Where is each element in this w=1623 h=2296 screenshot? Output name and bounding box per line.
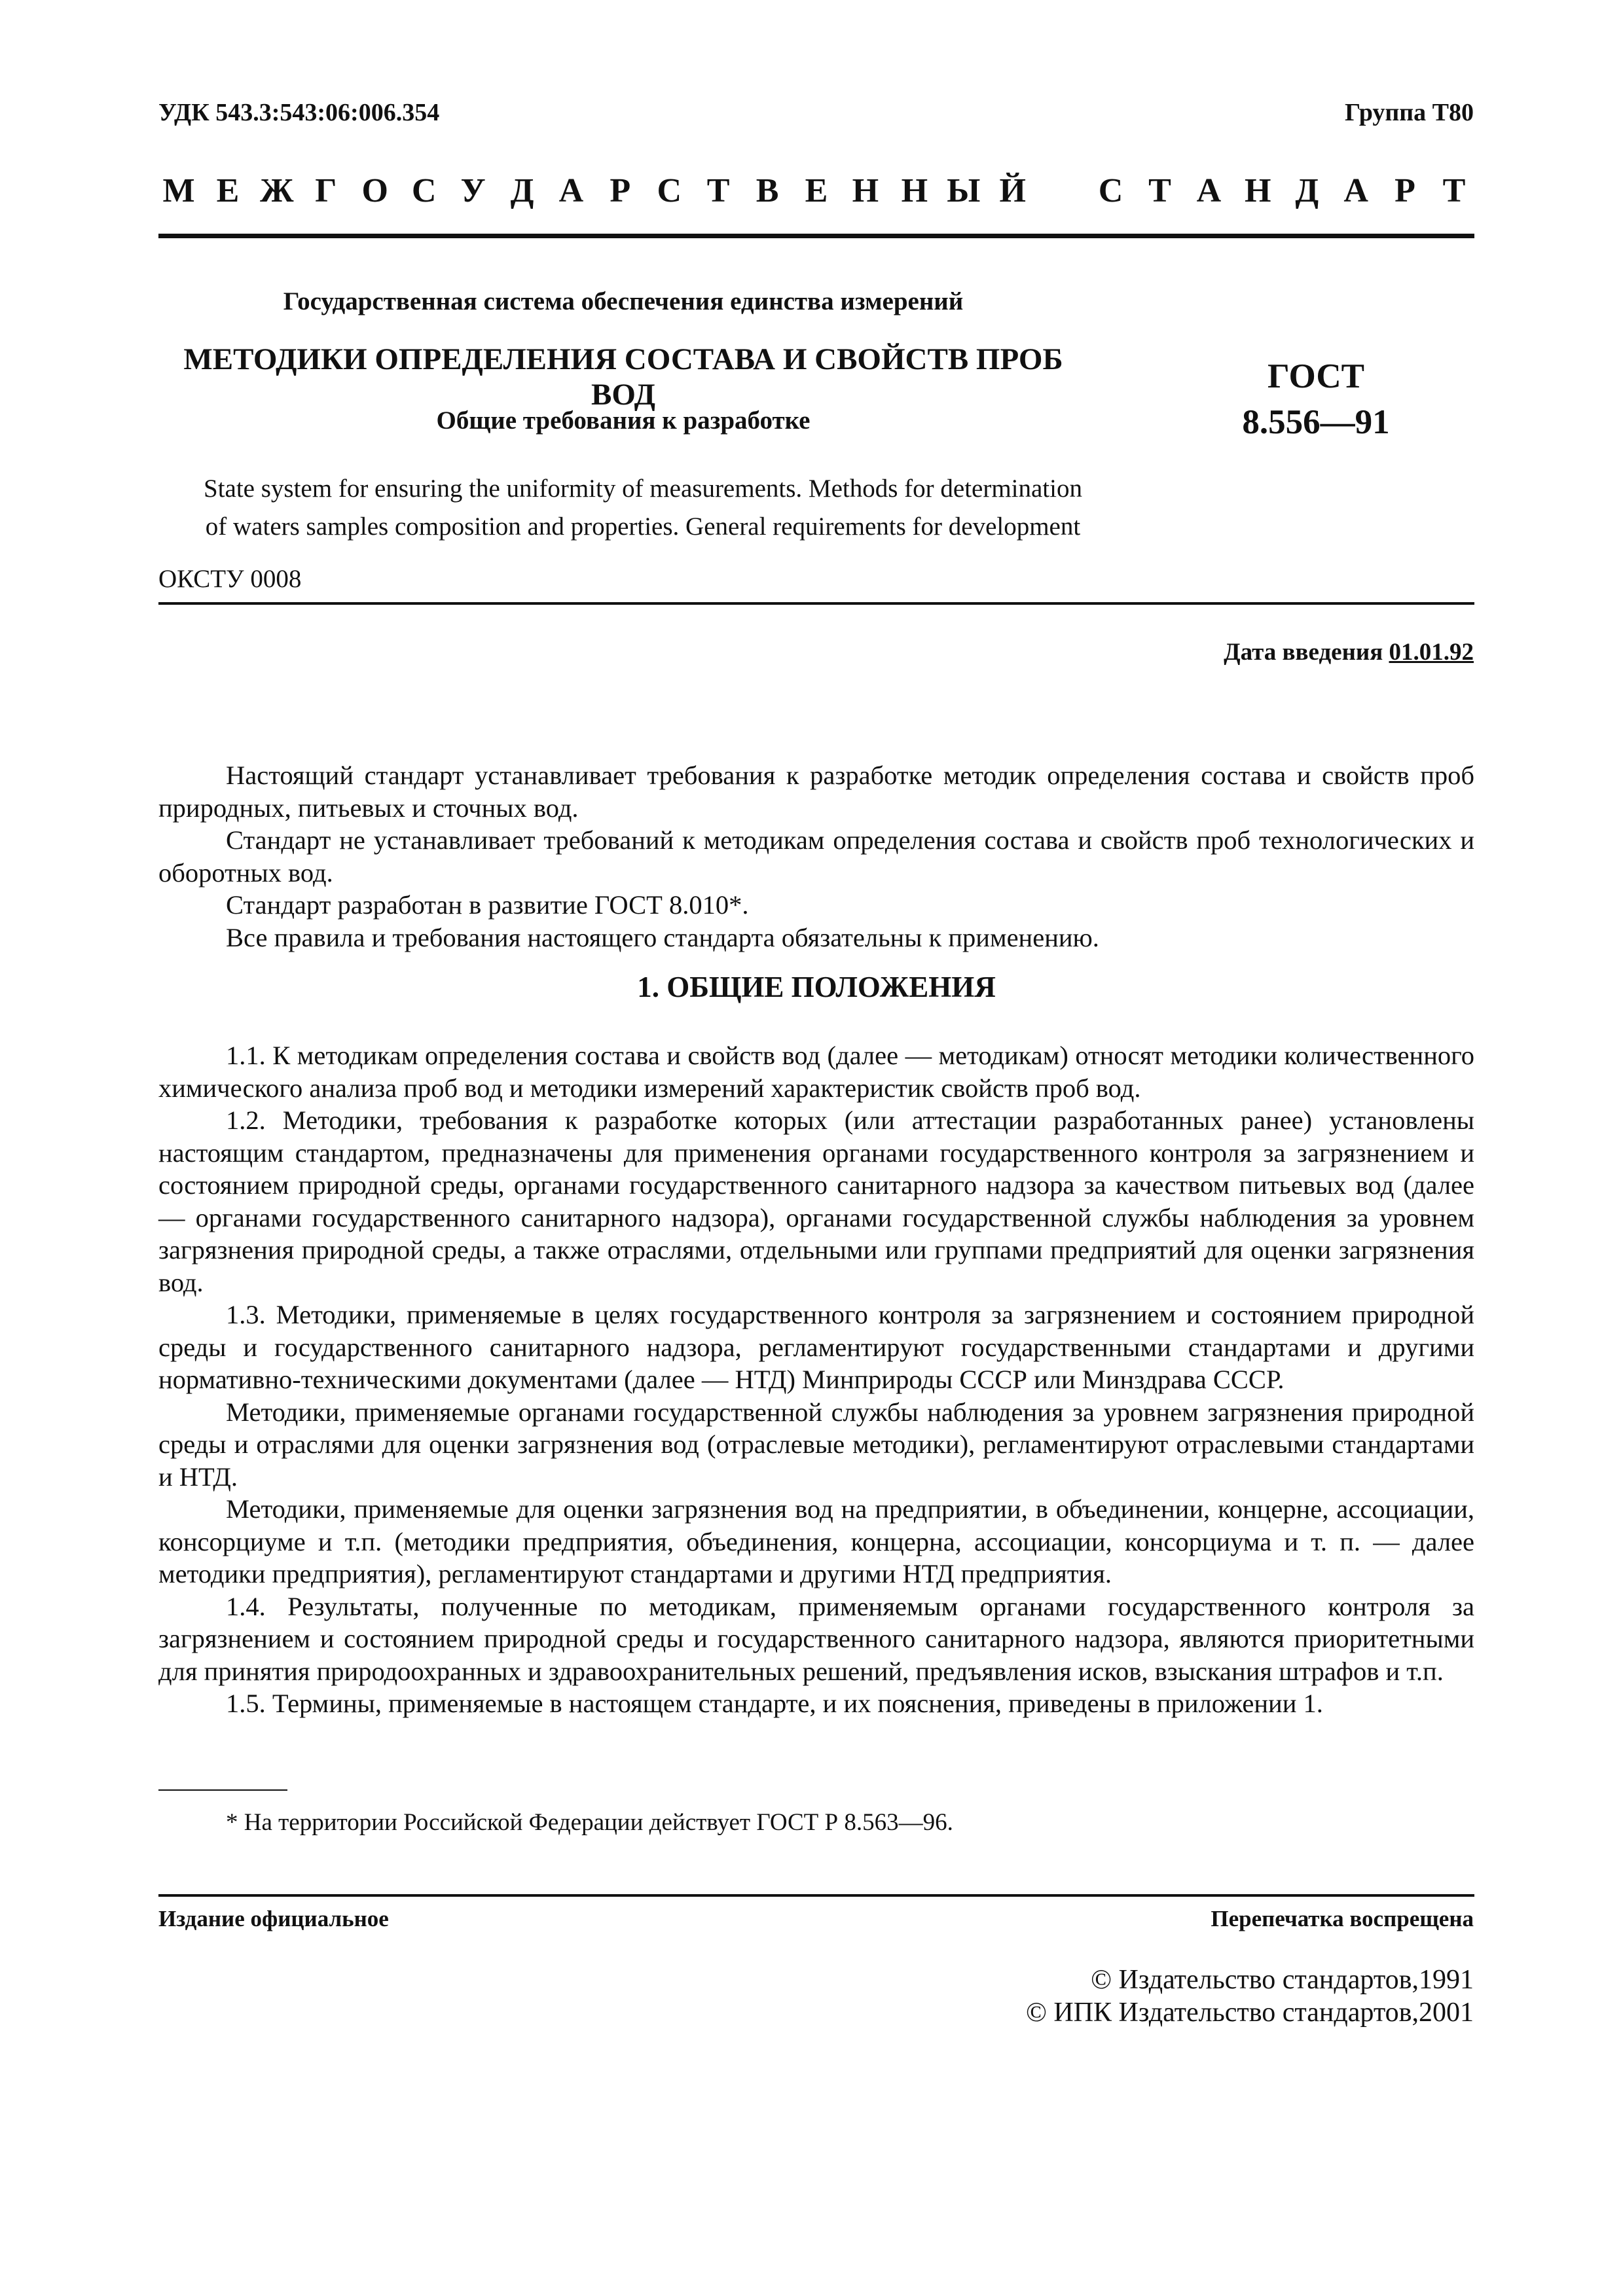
paragraph: Настоящий стандарт устанавливает требования к разработке методик определения состава и свойств проб природных, питьевых и сточных вод. bbox=[158, 761, 1474, 823]
banner-letter: Р bbox=[610, 172, 631, 209]
english-title bbox=[158, 470, 1127, 546]
paragraph: Стандарт разработан в развитие ГОСТ 8.010*. bbox=[226, 890, 749, 920]
banner-rule bbox=[158, 234, 1474, 238]
section-heading: 1. ОБЩИЕ ПОЛОЖЕНИЯ bbox=[637, 971, 996, 1003]
banner-letter: Д bbox=[510, 172, 534, 209]
banner-letter: Н bbox=[901, 172, 928, 209]
banner-letter: Ж bbox=[260, 172, 294, 209]
okstu-code: ОКСТУ 0008 bbox=[158, 565, 302, 593]
banner-letter: Г bbox=[315, 172, 337, 209]
gost-number bbox=[1178, 353, 1453, 445]
paragraph: Все правила и требования настоящего стандарта обязательны к применению. bbox=[226, 922, 1099, 952]
paragraph: 1.2. Методики, требования к разработке которых (или аттестации разработанных ранее) установлены настоящим стандартом, предназначены для применения органами государственного контроля за загрязнением и состоянием природной среды, органами государственного санитарного надзора за качеством питьевых вод (далее — органами государственного санитарного надзора), органами государственной службы наблюдения за уровнем загрязнения природной среды, а также отраслями, отдельными или группами предприятий для оценки загрязнения вод. bbox=[158, 1105, 1474, 1297]
banner-letter: А bbox=[558, 172, 584, 209]
banner-letter: У bbox=[460, 172, 486, 209]
footer-rule bbox=[158, 1894, 1474, 1897]
date-label: Дата введения bbox=[1224, 639, 1383, 666]
banner-letter: Е bbox=[216, 172, 240, 209]
banner-letter: Т bbox=[1442, 172, 1466, 209]
gost-label-line1: ГОСТ bbox=[1267, 357, 1364, 395]
group-code: Группа Т80 bbox=[1344, 99, 1474, 126]
reprint-prohibited-label: Перепечатка воспрещена bbox=[1211, 1906, 1474, 1931]
paragraph: 1.4. Результаты, полученные по методикам, применяемым органами государственного контроля за загрязнением и состоянием природной среды и государственного санитарного надзора, являются приоритетными для принятия природоохранных и здравоохранительных решений, предъявления исков, взыскания штрафов и т.п. bbox=[158, 1591, 1474, 1686]
copyright-line: © Издательство стандартов,1991 bbox=[1091, 1965, 1474, 1995]
introduction-date bbox=[1224, 638, 1474, 666]
banner-letter: М bbox=[162, 172, 195, 209]
banner-letter: Р bbox=[1395, 172, 1415, 209]
copyright-line: © ИПК Издательство стандартов,2001 bbox=[1025, 1998, 1474, 2028]
paragraph: 1.3. Методики, применяемые в целях государственного контроля за загрязнением и состоянием природной среды и государственного санитарного надзора, регламентируют государственными стандартами и другими нормативно-техническими документами (далее — НТД) Минприроды СССР или Минздрава СССР. bbox=[158, 1300, 1474, 1394]
section-body bbox=[158, 1039, 1474, 1720]
banner-letter: Ы bbox=[947, 172, 981, 209]
banner-letter: С bbox=[411, 172, 437, 209]
system-title: Государственная система обеспечения единства измерений bbox=[283, 287, 964, 315]
paragraph: 1.1. К методикам определения состава и свойств вод (далее — методикам) относят методики количественного химического анализа проб вод и методики измерений характеристик свойств проб вод. bbox=[158, 1041, 1474, 1103]
official-edition-label: Издание официальное bbox=[158, 1906, 389, 1931]
paragraph: Методики, применяемые органами государственной службы наблюдения за уровнем загрязнения природной среды и отраслями для оценки загрязнения вод (отраслевые методики), регламентируют отраслевыми стандартами и НТД. bbox=[158, 1397, 1474, 1492]
paragraph: Методики, применяемые для оценки загрязнения вод на предприятии, в объединении, концерне, ассоциации, консорциуме и т.п. (методики предприятия, объединения, концерна, ассоциации, консорциума и т. п. — далее методики предприятия), регламентируют стандартами и другими НТД предприятия. bbox=[158, 1494, 1474, 1588]
intro-section bbox=[158, 759, 1474, 954]
banner-letter: Й bbox=[999, 172, 1026, 209]
interstate-standard-banner bbox=[158, 171, 1474, 210]
banner-letter: О bbox=[361, 172, 388, 209]
footnote: * На территории Российской Федерации действует ГОСТ Р 8.563—96. bbox=[226, 1809, 953, 1836]
banner-letter: А bbox=[1196, 172, 1222, 209]
gost-label-line2: 8.556—91 bbox=[1242, 403, 1390, 441]
copyright-block bbox=[1026, 1964, 1474, 2029]
date-value: 01.01.92 bbox=[1389, 639, 1474, 666]
banner-letter: С bbox=[1098, 172, 1123, 209]
title-block-rule bbox=[158, 602, 1474, 605]
banner-letter: Н bbox=[1245, 172, 1271, 209]
english-title-line1: State system for ensuring the uniformity of measurements. Methods for determination bbox=[204, 475, 1082, 503]
english-title-line2: of waters samples composition and properties. General requirements for development bbox=[205, 512, 1081, 541]
paragraph: Стандарт не устанавливает требований к методикам определения состава и свойств проб технологических и оборотных вод. bbox=[158, 825, 1474, 888]
banner-letter: Н bbox=[852, 172, 879, 209]
banner-letter: Т bbox=[1148, 172, 1171, 209]
paragraph: 1.5. Термины, применяемые в настоящем стандарте, и их пояснения, приведены в приложении 1. bbox=[226, 1689, 1323, 1718]
banner-letter: Т bbox=[706, 172, 730, 209]
banner-letter: Д bbox=[1295, 172, 1319, 209]
document-title: МЕТОДИКИ ОПРЕДЕЛЕНИЯ СОСТАВА И СВОЙСТВ ПРОБ ВОД bbox=[183, 342, 1063, 412]
footnote-separator bbox=[158, 1789, 287, 1791]
udk-code: УДК 543.3:543:06:006.354 bbox=[158, 99, 440, 126]
banner-word-gap bbox=[1042, 171, 1082, 210]
banner-letter: С bbox=[657, 172, 682, 209]
banner-letter: А bbox=[1343, 172, 1368, 209]
banner-letter: В bbox=[756, 172, 779, 209]
document-subtitle: Общие требования к разработке bbox=[436, 406, 811, 435]
banner-letter: Е bbox=[805, 172, 828, 209]
